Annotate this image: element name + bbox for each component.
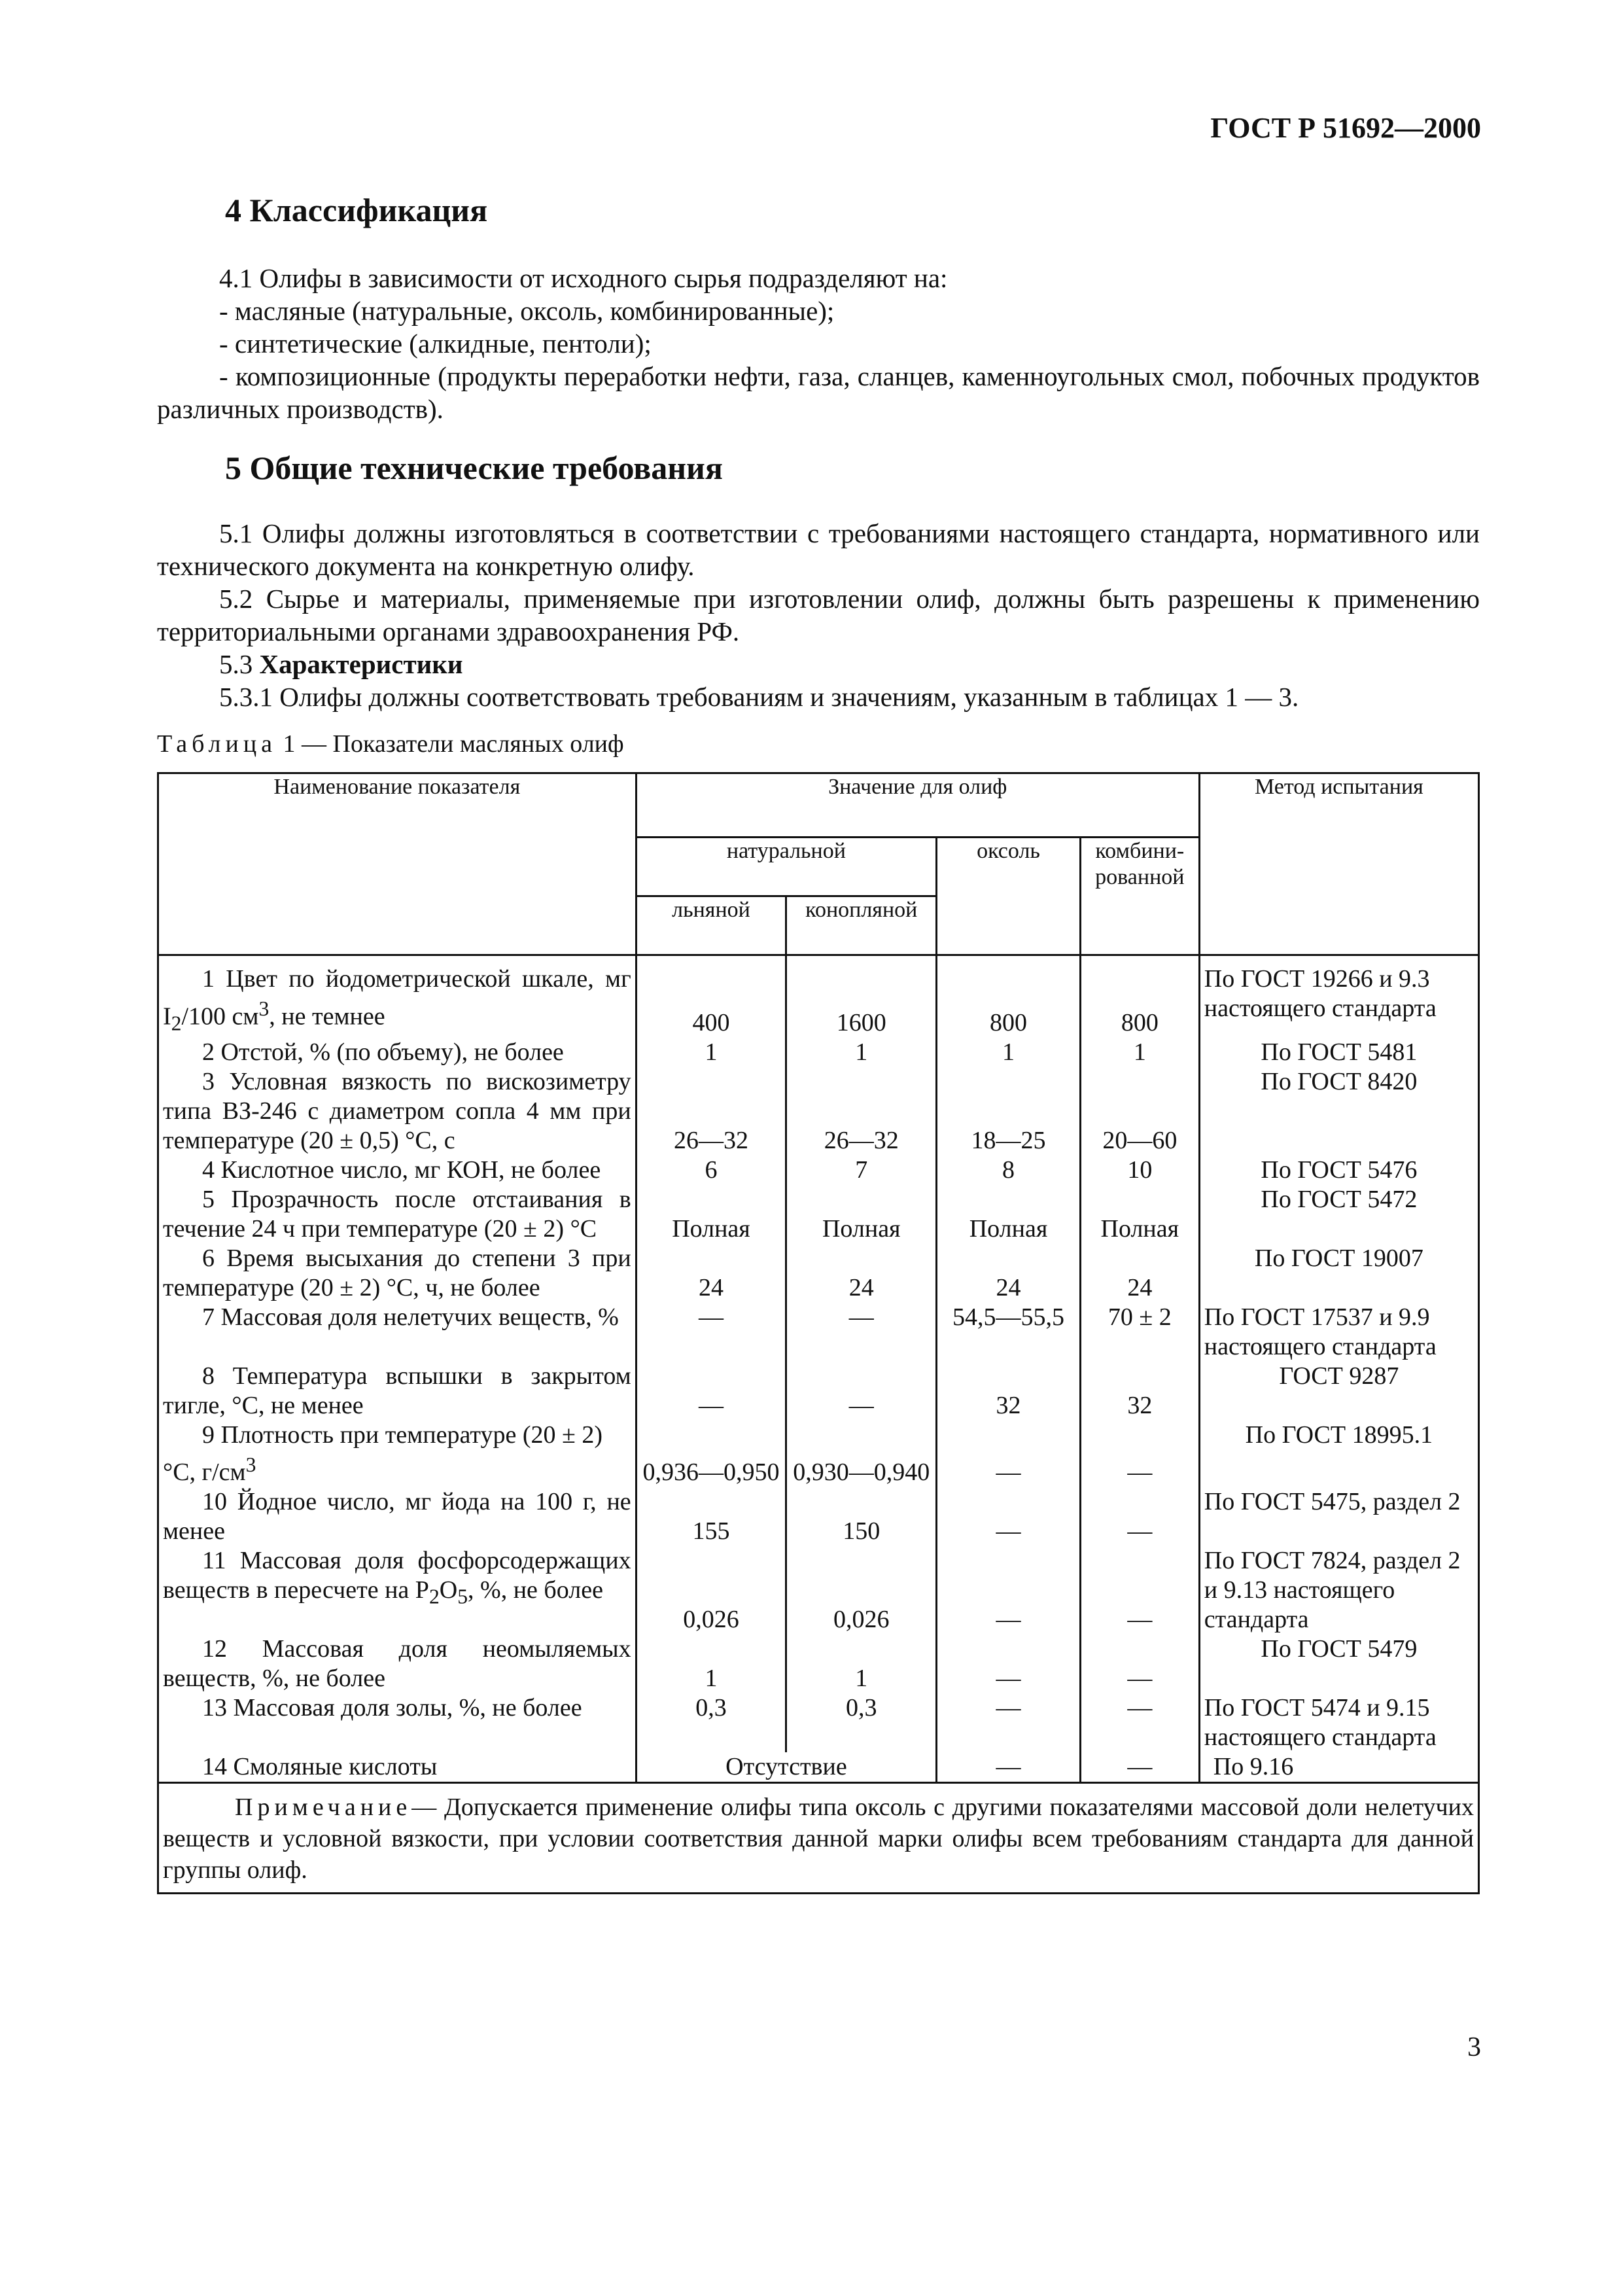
note-label: Примечание xyxy=(235,1793,412,1822)
para-5-1: 5.1 Олифы должны изготовляться в соответствии с требованиями настоящего стандарта, нормативного или технического документа на конкретную олифу. xyxy=(157,518,1480,581)
table-row xyxy=(158,1156,1479,1185)
row-name: 10 Йодное число, мг йода на 100 г, не менее xyxy=(158,1487,637,1546)
cell-linseed: 0,936—0,950 xyxy=(636,1421,786,1488)
cell-oxol: Полная xyxy=(937,1185,1081,1244)
cell-method: По ГОСТ 19007 xyxy=(1199,1244,1478,1303)
cell-natural-merged: Отсутствие xyxy=(636,1752,937,1783)
table-note xyxy=(158,1783,1479,1894)
cell-hemp: — xyxy=(786,1362,937,1421)
cell-combined: 10 xyxy=(1080,1156,1199,1185)
cell-oxol: 18—25 xyxy=(937,1067,1081,1156)
row-name: 2 Отстой, % (по объему), не более xyxy=(158,1038,637,1067)
para-5-3-number: 5.3 xyxy=(219,649,253,679)
cell-combined: — xyxy=(1080,1487,1199,1546)
cell-hemp: 7 xyxy=(786,1156,937,1185)
cell-method: По ГОСТ 5479 xyxy=(1199,1634,1478,1693)
table-row xyxy=(158,1303,1479,1362)
table-caption-text: 1 — Показатели масляных олиф xyxy=(283,730,624,758)
cell-linseed: 0,026 xyxy=(636,1546,786,1634)
cell-linseed: Полная xyxy=(636,1185,786,1244)
header-method: Метод испытания xyxy=(1199,773,1478,955)
cell-oxol: 32 xyxy=(937,1362,1081,1421)
cell-combined: Полная xyxy=(1080,1185,1199,1244)
section-5-title: 5 Общие технические требования xyxy=(225,450,723,486)
table-row xyxy=(158,1038,1479,1067)
cell-hemp: 0,930—0,940 xyxy=(786,1421,937,1488)
cell-hemp: 24 xyxy=(786,1244,937,1303)
cell-combined: 1 xyxy=(1080,1038,1199,1067)
table-caption-word: Таблица xyxy=(157,730,277,758)
table-row xyxy=(158,1693,1479,1752)
cell-method: По ГОСТ 5472 xyxy=(1199,1185,1478,1244)
header-linseed: льняной xyxy=(636,896,786,955)
cell-hemp: 26—32 xyxy=(786,1067,937,1156)
cell-method: ГОСТ 9287 xyxy=(1199,1362,1478,1421)
cell-method: По 9.16 xyxy=(1199,1752,1478,1783)
cell-hemp: 0,3 xyxy=(786,1693,937,1752)
cell-hemp: 1600 xyxy=(786,964,937,1038)
table-row xyxy=(158,1634,1479,1693)
cell-oxol: — xyxy=(937,1634,1081,1693)
row-name: 11 Массовая доля фосфорсодержащих веществ в пересчете на $P_2O_5$, %, не более xyxy=(158,1546,637,1634)
cell-linseed: 6 xyxy=(636,1156,786,1185)
cell-method: По ГОСТ 5476 xyxy=(1199,1156,1478,1185)
table-row xyxy=(158,1421,1479,1488)
table-row xyxy=(158,1752,1479,1783)
table-row xyxy=(158,1067,1479,1156)
table-row xyxy=(158,1185,1479,1244)
cell-hemp: 150 xyxy=(786,1487,937,1546)
table-row xyxy=(158,1546,1479,1634)
row-name: 9 Плотность при температуре (20 ± 2) °С, $г/см^3$ xyxy=(158,1421,637,1488)
row-name: 6 Время высыхания до степени 3 при температуре (20 ± 2) °С, ч, не более xyxy=(158,1244,637,1303)
page-number: 3 xyxy=(1467,2032,1481,2062)
para-5-2: 5.2 Сырье и материалы, применяемые при изготовлении олиф, должны быть разрешены к применению территориальными органами здравоохранения РФ. xyxy=(157,584,1480,646)
cell-method: По ГОСТ 5474 и 9.15 настоящего стандарта xyxy=(1199,1693,1478,1752)
cell-linseed: 400 xyxy=(636,964,786,1038)
table-note-row xyxy=(158,1783,1479,1894)
header-natural: натуральной xyxy=(636,838,937,896)
para-5-3-title: Характеристики xyxy=(259,649,463,679)
cell-combined: 32 xyxy=(1080,1362,1199,1421)
row-name: 12 Массовая доля неомыляемых веществ, %, не более xyxy=(158,1634,637,1693)
row-name: 5 Прозрачность после отстаивания в течение 24 ч при температуре (20 ± 2) °С xyxy=(158,1185,637,1244)
para-5-3-1: 5.3.1 Олифы должны соответствовать требованиям и значениям, указанным в таблицах 1 — 3. xyxy=(219,682,1299,712)
cell-linseed: 155 xyxy=(636,1487,786,1546)
cell-oxol: — xyxy=(937,1546,1081,1634)
header-combined: комбини-рованной xyxy=(1080,838,1199,955)
cell-oxol: 800 xyxy=(937,964,1081,1038)
cell-combined: — xyxy=(1080,1546,1199,1634)
row-name: 8 Температура вспышки в закрытом тигле, °С, не менее xyxy=(158,1362,637,1421)
cell-oxol: — xyxy=(937,1693,1081,1752)
cell-method: По ГОСТ 5475, раздел 2 xyxy=(1199,1487,1478,1546)
cell-hemp: 1 xyxy=(786,1634,937,1693)
cell-linseed: 1 xyxy=(636,1634,786,1693)
cell-method: По ГОСТ 17537 и 9.9 настоящего стандарта xyxy=(1199,1303,1478,1362)
para-5-3 xyxy=(157,648,1480,680)
cell-method: По ГОСТ 19266 и 9.3 настоящего стандарта xyxy=(1199,964,1478,1038)
cell-linseed: 1 xyxy=(636,1038,786,1067)
cell-oxol: 1 xyxy=(937,1038,1081,1067)
header-oxol: оксоль xyxy=(937,838,1081,955)
section-4-title: 4 Классификация xyxy=(225,192,488,228)
table-row xyxy=(158,1244,1479,1303)
cell-combined: 24 xyxy=(1080,1244,1199,1303)
document-code: ГОСТ Р 51692—2000 xyxy=(1210,112,1481,144)
table-row xyxy=(158,964,1479,1038)
row-name: 13 Массовая доля золы, %, не более xyxy=(158,1693,637,1752)
cell-linseed: 0,3 xyxy=(636,1693,786,1752)
note-text: — Допускается применение олифы типа оксоль с другими показателями массовой доли нелетучих веществ и условной вязкости, при условии соответствия данной марки олифы всем требованиям стандарта для данной группы олиф. xyxy=(163,1793,1474,1884)
cell-combined: 70 ± 2 xyxy=(1080,1303,1199,1362)
cell-method: По ГОСТ 7824, раздел 2 и 9.13 настоящего стандарта xyxy=(1199,1546,1478,1634)
cell-oxol: 8 xyxy=(937,1156,1081,1185)
cell-method: По ГОСТ 5481 xyxy=(1199,1038,1478,1067)
table-row xyxy=(158,1487,1479,1546)
cell-linseed: 24 xyxy=(636,1244,786,1303)
header-name: Наименование показателя xyxy=(158,773,637,955)
cell-oxol: — xyxy=(937,1487,1081,1546)
list-item: - синтетические (алкидные, пентоли); xyxy=(219,328,652,359)
cell-combined: — xyxy=(1080,1634,1199,1693)
cell-linseed: — xyxy=(636,1362,786,1421)
row-name: 3 Условная вязкость по вискозиметру типа ВЗ-246 с диаметром сопла 4 мм при температуре (20 ± 0,5) °С, с xyxy=(158,1067,637,1156)
cell-combined: — xyxy=(1080,1693,1199,1752)
list-item: - композиционные (продукты переработки нефти, газа, сланцев, каменноугольных смол, побочных продуктов различных производств). xyxy=(157,361,1480,424)
cell-hemp: — xyxy=(786,1303,937,1362)
list-item: - масляные (натуральные, оксоль, комбинированные); xyxy=(219,296,835,326)
cell-combined: 800 xyxy=(1080,964,1199,1038)
indicators-table xyxy=(157,772,1480,1894)
cell-oxol: 54,5—55,5 xyxy=(937,1303,1081,1362)
cell-combined: — xyxy=(1080,1421,1199,1488)
table-caption xyxy=(157,730,624,758)
row-name: 14 Смоляные кислоты xyxy=(158,1752,637,1783)
cell-hemp: 1 xyxy=(786,1038,937,1067)
cell-oxol: — xyxy=(937,1421,1081,1488)
row-name: 1 Цвет по йодометрической шкале, мг $I_2/100$ $см^3$, не темнее xyxy=(158,964,637,1038)
cell-hemp: 0,026 xyxy=(786,1546,937,1634)
row-name: 7 Массовая доля нелетучих веществ, % xyxy=(158,1303,637,1362)
cell-method: По ГОСТ 8420 xyxy=(1199,1067,1478,1156)
cell-combined: 20—60 xyxy=(1080,1067,1199,1156)
para-4-1: 4.1 Олифы в зависимости от исходного сырья подразделяют на: xyxy=(219,263,948,293)
cell-oxol: — xyxy=(937,1752,1081,1783)
cell-oxol: 24 xyxy=(937,1244,1081,1303)
cell-linseed: 26—32 xyxy=(636,1067,786,1156)
header-hemp: конопляной xyxy=(786,896,937,955)
table-row xyxy=(158,1362,1479,1421)
row-name: 4 Кислотное число, мг КОН, не более xyxy=(158,1156,637,1185)
cell-combined: — xyxy=(1080,1752,1199,1783)
header-values: Значение для олиф xyxy=(636,773,1199,838)
cell-hemp: Полная xyxy=(786,1185,937,1244)
cell-linseed: — xyxy=(636,1303,786,1362)
cell-method: По ГОСТ 18995.1 xyxy=(1199,1421,1478,1488)
